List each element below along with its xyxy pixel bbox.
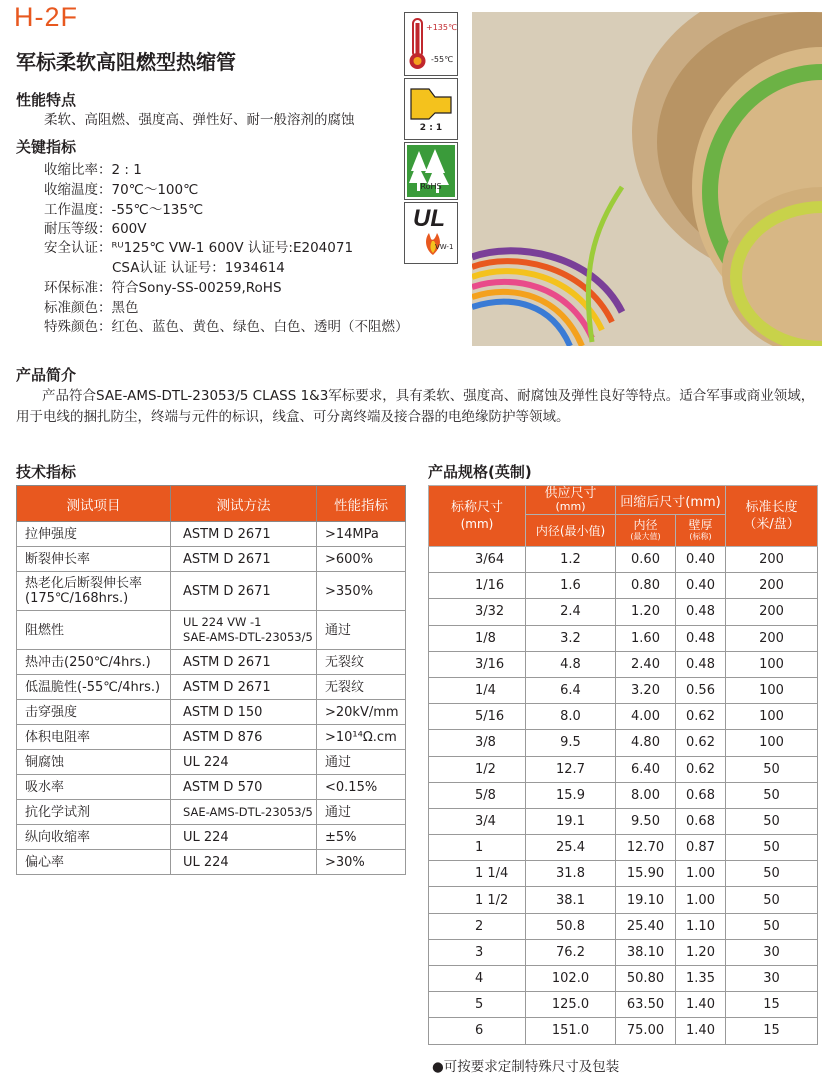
- tech-item-cell: 吸水率: [17, 775, 171, 800]
- spec-rec-id-cell: 2.40: [616, 651, 676, 677]
- tech-value-cell: >350%: [317, 572, 406, 611]
- tech-item-cell: 热冲击(250℃/4hrs.): [17, 650, 171, 675]
- tech-method-cell: ASTM D 2671: [171, 572, 317, 611]
- spec-length-cell: 30: [726, 939, 818, 965]
- spec-length-cell: 100: [726, 677, 818, 703]
- tech-item-cell: 阻燃性: [17, 611, 171, 650]
- tech-method-cell: UL 224: [171, 850, 317, 875]
- page-title: 军标柔软高阻燃型热缩管: [16, 50, 236, 74]
- key-spec-row: CSA认证 认证号：1934614: [112, 260, 285, 276]
- spec-rec-wall-cell: 0.62: [676, 704, 726, 730]
- spec-rec-id-cell: 0.80: [616, 573, 676, 599]
- spec-table-row: [429, 573, 818, 599]
- spec-supply-id-cell: 6.4: [526, 677, 616, 703]
- spec-table-row: [429, 730, 818, 756]
- tech-table-row: [17, 850, 406, 875]
- spec-nominal-cell: 6: [429, 1018, 526, 1044]
- tech-item-cell: 断裂伸长率: [17, 547, 171, 572]
- spec-supply-unit: (mm): [555, 500, 586, 513]
- temp-high-label: +135℃: [426, 23, 457, 32]
- spec-supply-id-cell: 2.4: [526, 599, 616, 625]
- spec-table-row: [429, 913, 818, 939]
- key-spec-row: 特殊颜色：红色、蓝色、黄色、绿色、白色、透明（不阻燃）: [44, 319, 409, 335]
- key-spec-row: 收缩温度：70℃～100℃: [44, 182, 199, 198]
- spec-nominal-cell: 2: [429, 913, 526, 939]
- rohs-label: RoHS: [420, 182, 442, 191]
- tech-item-cell: 拉伸强度: [17, 522, 171, 547]
- spec-nominal-cell: 4: [429, 966, 526, 992]
- spec-length-cell: 200: [726, 573, 818, 599]
- spec-table-row: [429, 835, 818, 861]
- tech-method-cell: ASTM D 2671: [171, 650, 317, 675]
- spec-supply-sub-header: 内径(最小值): [526, 515, 616, 547]
- spec-nominal-unit: (mm): [460, 517, 494, 531]
- key-spec-row: 耐压等级：600V: [44, 221, 147, 237]
- spec-rec-wall-cell: 1.20: [676, 939, 726, 965]
- spec-rec-id-cell: 0.60: [616, 547, 676, 573]
- spec-rec-wall-cell: 1.10: [676, 913, 726, 939]
- tech-col-header: 性能指标: [317, 486, 406, 522]
- spec-nominal-label: 标称尺寸: [450, 500, 503, 515]
- spec-table-row: [429, 547, 818, 573]
- tech-item-cell: 击穿强度: [17, 700, 171, 725]
- spec-rec-wall-cell: 0.62: [676, 756, 726, 782]
- custom-note: ●可按要求定制特殊尺寸及包装: [432, 1059, 620, 1075]
- tech-item-cell: 偏心率: [17, 850, 171, 875]
- spec-length-cell: 30: [726, 966, 818, 992]
- spec-length-label: 标准长度: [745, 500, 798, 515]
- spec-nominal-cell: 1: [429, 835, 526, 861]
- spec-length-cell: 100: [726, 651, 818, 677]
- spec-rec-id-cell: 19.10: [616, 887, 676, 913]
- tech-col-header: 测试方法: [171, 486, 317, 522]
- tech-table-row: [17, 700, 406, 725]
- spec-rec-wall-cell: 1.40: [676, 992, 726, 1018]
- spec-supply-id-cell: 1.6: [526, 573, 616, 599]
- spec-supply-id-cell: 12.7: [526, 756, 616, 782]
- spec-rec-wall-cell: 1.35: [676, 966, 726, 992]
- key-specs-heading: 关键指标: [16, 138, 77, 156]
- tech-table-row: [17, 650, 406, 675]
- spec-rec-id-cell: 1.20: [616, 599, 676, 625]
- spec-rec-wall-cell: 1.00: [676, 887, 726, 913]
- spec-rec-id-cell: 3.20: [616, 677, 676, 703]
- spec-rec-id-header: [616, 515, 676, 547]
- tech-method-cell: SAE-AMS-DTL-23053/5: [171, 800, 317, 825]
- tech-value-cell: <0.15%: [317, 775, 406, 800]
- spec-length-header: [726, 486, 818, 547]
- spec-length-cell: 50: [726, 835, 818, 861]
- spec-table: [428, 485, 818, 1045]
- spec-nominal-header: [429, 486, 526, 547]
- tech-value-cell: >30%: [317, 850, 406, 875]
- spec-rec-id-label: 内径: [633, 517, 658, 532]
- product-photo: [472, 12, 822, 346]
- tech-method-cell: ASTM D 2671: [171, 675, 317, 700]
- spec-rec-wall-cell: 0.48: [676, 625, 726, 651]
- spec-rec-id-cell: 8.00: [616, 782, 676, 808]
- tech-method-cell: ASTM D 2671: [171, 547, 317, 572]
- shrink-ratio-icon: [404, 78, 458, 140]
- tech-value-cell: 通过: [317, 800, 406, 825]
- spec-nominal-cell: 3/64: [429, 547, 526, 573]
- spec-rec-wall-cell: 1.40: [676, 1018, 726, 1044]
- spec-supply-header: [526, 486, 616, 515]
- spec-nominal-cell: 3/16: [429, 651, 526, 677]
- tech-item-cell: 抗化学试剂: [17, 800, 171, 825]
- tech-item-cell: 纵向收缩率: [17, 825, 171, 850]
- spec-rec-id-cell: 38.10: [616, 939, 676, 965]
- spec-rec-wall-sub: (标称): [689, 531, 712, 541]
- spec-rec-id-cell: 9.50: [616, 808, 676, 834]
- spec-supply-id-cell: 3.2: [526, 625, 616, 651]
- spec-supply-id-cell: 25.4: [526, 835, 616, 861]
- spec-heading: 产品规格(英制): [428, 463, 532, 481]
- tech-method-cell: UL 224: [171, 750, 317, 775]
- tech-method-cell: ASTM D 2671: [171, 522, 317, 547]
- spec-length-cell: 15: [726, 1018, 818, 1044]
- spec-length-cell: 50: [726, 756, 818, 782]
- spec-rec-id-cell: 12.70: [616, 835, 676, 861]
- tech-method-cell: ASTM D 876: [171, 725, 317, 750]
- spec-supply-id-cell: 15.9: [526, 782, 616, 808]
- tech-method-cell: ASTM D 570: [171, 775, 317, 800]
- spec-table-row: [429, 625, 818, 651]
- spec-rec-wall-cell: 0.40: [676, 547, 726, 573]
- spec-supply-id-cell: 102.0: [526, 966, 616, 992]
- tech-method-cell: UL 224: [171, 825, 317, 850]
- tech-table-row: [17, 775, 406, 800]
- spec-rec-id-cell: 6.40: [616, 756, 676, 782]
- spec-length-cell: 50: [726, 782, 818, 808]
- spec-supply-id-cell: 151.0: [526, 1018, 616, 1044]
- key-spec-row: 安全认证：ᴿᵁ125℃ VW-1 600V 认证号:E204071: [44, 240, 354, 256]
- spec-length-cell: 100: [726, 730, 818, 756]
- spec-table-row: [429, 782, 818, 808]
- spec-nominal-cell: 3: [429, 939, 526, 965]
- spec-length-cell: 50: [726, 861, 818, 887]
- tech-value-cell: 通过: [317, 750, 406, 775]
- spec-rec-id-cell: 15.90: [616, 861, 676, 887]
- spec-nominal-cell: 3/32: [429, 599, 526, 625]
- spec-rec-wall-cell: 0.56: [676, 677, 726, 703]
- ul-vw1-icon: [404, 202, 458, 264]
- spec-rec-wall-cell: 0.68: [676, 782, 726, 808]
- spec-nominal-cell: 1/2: [429, 756, 526, 782]
- tech-table-row: [17, 675, 406, 700]
- tech-table-row: [17, 572, 406, 611]
- tech-value-cell: 无裂纹: [317, 650, 406, 675]
- spec-recovered-header: 回缩后尺寸(mm): [616, 486, 726, 515]
- spec-rec-id-cell: 75.00: [616, 1018, 676, 1044]
- spec-rec-wall-label: 壁厚: [688, 517, 713, 532]
- spec-rec-id-cell: 50.80: [616, 966, 676, 992]
- spec-supply-id-cell: 8.0: [526, 704, 616, 730]
- features-text: 柔软、高阻燃、强度高、弹性好、耐一般溶剂的腐蚀: [44, 112, 355, 128]
- spec-supply-id-cell: 1.2: [526, 547, 616, 573]
- spec-supply-id-cell: 125.0: [526, 992, 616, 1018]
- spec-rec-wall-cell: 0.48: [676, 651, 726, 677]
- tech-item-cell: 热老化后断裂伸长率 (175℃/168hrs.): [17, 572, 171, 611]
- features-heading: 性能特点: [16, 91, 77, 109]
- spec-rec-id-cell: 4.80: [616, 730, 676, 756]
- spec-table-row: [429, 861, 818, 887]
- spec-supply-id-cell: 31.8: [526, 861, 616, 887]
- spec-supply-id-cell: 9.5: [526, 730, 616, 756]
- intro-text: 产品符合SAE-AMS-DTL-23053/5 CLASS 1&3军标要求，具有柔软、强度高、耐腐蚀及弹性良好等特点。适合军事或商业领域，用于电线的捆扎防尘，终端与元件的标识，线盒、可分离终端及接合器的电绝缘防护等领域。: [16, 388, 815, 425]
- tech-table-row: [17, 825, 406, 850]
- spec-length-cell: 50: [726, 887, 818, 913]
- spec-nominal-cell: 5/16: [429, 704, 526, 730]
- spec-nominal-cell: 1/4: [429, 677, 526, 703]
- tech-value-cell: >20kV/mm: [317, 700, 406, 725]
- tech-col-header: 测试项目: [17, 486, 171, 522]
- spec-table-row: [429, 599, 818, 625]
- tech-value-cell: >14MPa: [317, 522, 406, 547]
- spec-length-cell: 15: [726, 992, 818, 1018]
- spec-table-row: [429, 704, 818, 730]
- spec-nominal-cell: 3/4: [429, 808, 526, 834]
- spec-length-cell: 200: [726, 625, 818, 651]
- spec-length-cell: 200: [726, 599, 818, 625]
- spec-nominal-cell: 1 1/2: [429, 887, 526, 913]
- key-spec-row: 工作温度：-55℃～135℃: [44, 202, 204, 218]
- spec-supply-id-cell: 19.1: [526, 808, 616, 834]
- tech-heading: 技术指标: [16, 463, 77, 481]
- temp-low-label: -55℃: [431, 55, 454, 64]
- tech-table-row: [17, 800, 406, 825]
- tech-value-cell: >10¹⁴Ω.cm: [317, 725, 406, 750]
- spec-rec-wall-cell: 0.68: [676, 808, 726, 834]
- tech-method-cell: UL 224 VW -1 SAE-AMS-DTL-23053/5: [171, 611, 317, 650]
- spec-table-row: [429, 677, 818, 703]
- spec-length-cell: 100: [726, 704, 818, 730]
- spec-supply-label: 供应尺寸: [544, 486, 597, 501]
- spec-length-cell: 50: [726, 808, 818, 834]
- key-spec-row: 环保标准：符合Sony-SS-00259,RoHS: [44, 280, 282, 296]
- spec-nominal-cell: 1/16: [429, 573, 526, 599]
- tech-method-cell: ASTM D 150: [171, 700, 317, 725]
- spec-table-row: [429, 1018, 818, 1044]
- spec-supply-id-cell: 38.1: [526, 887, 616, 913]
- tech-table: [16, 485, 406, 875]
- spec-nominal-cell: 3/8: [429, 730, 526, 756]
- spec-rec-wall-cell: 0.48: [676, 599, 726, 625]
- spec-table-row: [429, 966, 818, 992]
- rohs-icon: [404, 142, 458, 200]
- tech-item-cell: 低温脆性(-55℃/4hrs.): [17, 675, 171, 700]
- tech-table-row: [17, 547, 406, 572]
- spec-length-cell: 200: [726, 547, 818, 573]
- spec-nominal-cell: 1 1/4: [429, 861, 526, 887]
- spec-table-row: [429, 939, 818, 965]
- key-spec-row: 收缩比率：2 : 1: [44, 162, 142, 178]
- tech-table-row: [17, 750, 406, 775]
- spec-table-row: [429, 651, 818, 677]
- vw1-label: VW-1: [435, 243, 454, 251]
- spec-nominal-cell: 5: [429, 992, 526, 1018]
- key-spec-row: 标准颜色：黑色: [44, 300, 139, 316]
- spec-rec-id-cell: 63.50: [616, 992, 676, 1018]
- tech-value-cell: 通过: [317, 611, 406, 650]
- spec-supply-id-cell: 50.8: [526, 913, 616, 939]
- spec-table-row: [429, 808, 818, 834]
- intro-heading: 产品简介: [16, 366, 77, 384]
- model-code: H-2F: [14, 2, 78, 32]
- tech-table-row: [17, 725, 406, 750]
- spec-rec-wall-cell: 0.62: [676, 730, 726, 756]
- ul-logo: UL: [413, 205, 445, 232]
- spec-rec-wall-cell: 0.40: [676, 573, 726, 599]
- tech-item-cell: 体积电阻率: [17, 725, 171, 750]
- ratio-label: 2 : 1: [419, 123, 443, 133]
- tech-value-cell: ±5%: [317, 825, 406, 850]
- spec-length-unit: （米/盘）: [743, 517, 800, 532]
- tech-item-cell: 铜腐蚀: [17, 750, 171, 775]
- tech-value-cell: >600%: [317, 547, 406, 572]
- spec-rec-wall-header: [676, 515, 726, 547]
- spec-table-row: [429, 756, 818, 782]
- spec-table-row: [429, 887, 818, 913]
- spec-rec-wall-cell: 0.87: [676, 835, 726, 861]
- spec-length-cell: 50: [726, 913, 818, 939]
- spec-supply-id-cell: 76.2: [526, 939, 616, 965]
- spec-nominal-cell: 1/8: [429, 625, 526, 651]
- spec-rec-id-sub: (最大值): [630, 531, 661, 541]
- temperature-icon: [404, 12, 458, 76]
- spec-rec-id-cell: 4.00: [616, 704, 676, 730]
- tech-value-cell: 无裂纹: [317, 675, 406, 700]
- tech-table-row: [17, 611, 406, 650]
- spec-table-row: [429, 992, 818, 1018]
- spec-rec-id-cell: 25.40: [616, 913, 676, 939]
- spec-rec-id-cell: 1.60: [616, 625, 676, 651]
- spec-nominal-cell: 5/8: [429, 782, 526, 808]
- spec-rec-wall-cell: 1.00: [676, 861, 726, 887]
- tech-table-row: [17, 522, 406, 547]
- spec-supply-id-cell: 4.8: [526, 651, 616, 677]
